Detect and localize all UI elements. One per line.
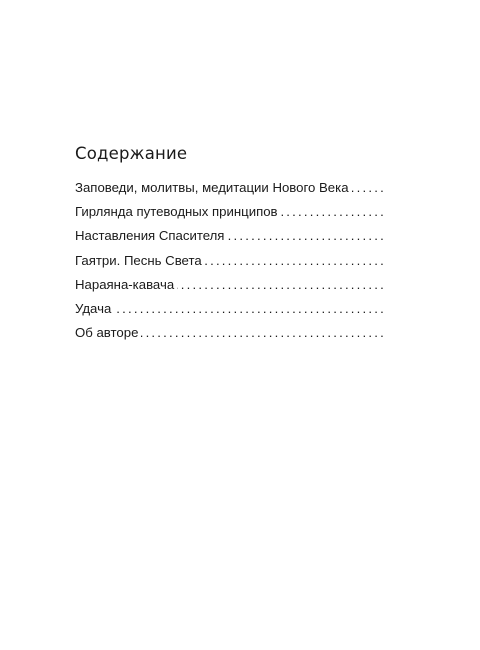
toc-dot-leader [281, 200, 386, 224]
toc-list [75, 176, 386, 345]
toc-dot-leader [114, 297, 386, 321]
toc-dot-leader [177, 273, 386, 297]
toc-item [75, 273, 386, 297]
toc-item-title: Гаятри. Песнь Света [75, 252, 202, 268]
toc-item [75, 224, 386, 248]
toc-dot-leader [141, 321, 386, 345]
toc-dot-leader [227, 224, 386, 248]
toc-dot-leader [205, 249, 386, 273]
toc-heading: Содержание [75, 144, 188, 163]
toc-item-title: Удача [75, 300, 112, 316]
toc-item-title: Об авторе [75, 325, 139, 341]
toc-item-title: Наставления Спасителя [75, 228, 225, 244]
toc-item [75, 176, 386, 200]
toc-item-title: Нараяна-кавача [75, 276, 175, 292]
toc-item [75, 249, 386, 273]
toc-dot-leader [352, 176, 386, 200]
toc-item-title: Заповеди, молитвы, медитации Нового Века [75, 180, 349, 195]
toc-item-title: Гирлянда путеводных принципов [75, 204, 278, 220]
toc-item [75, 297, 386, 321]
toc-item [75, 321, 386, 345]
toc-item [75, 200, 386, 224]
